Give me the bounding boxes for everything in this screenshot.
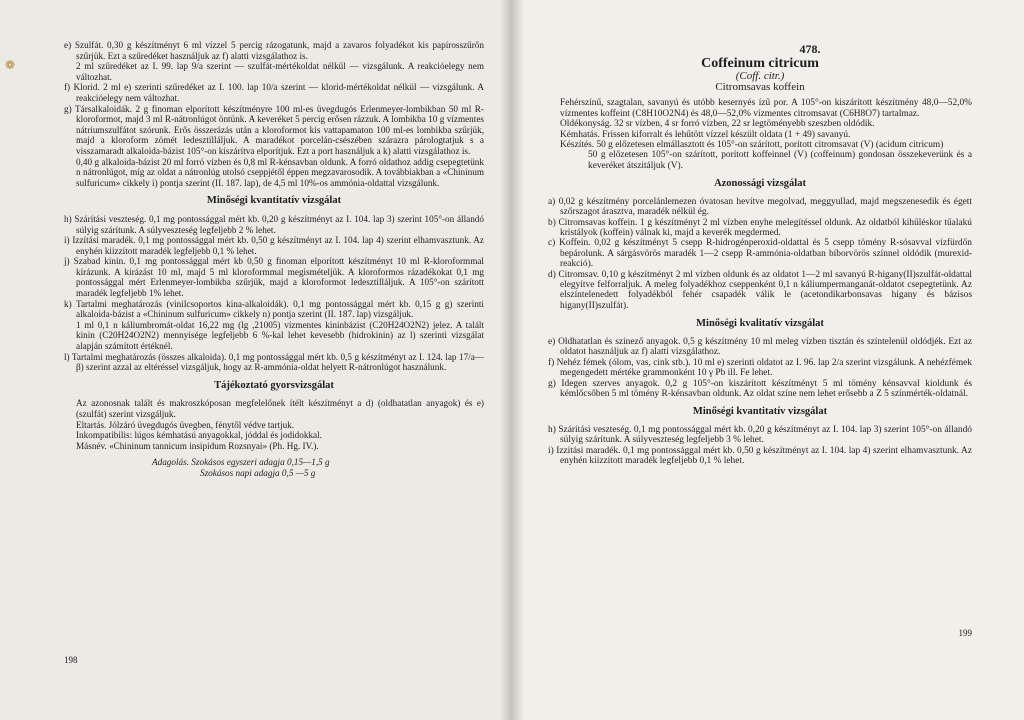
section-f-chloride: f) Klorid. 2 ml e) szerinti szűredéket az I. 100. lap 10/a szerint — klorid-mértékoldat nélkül — vizsgálunk. A reakcióelegy nem változhat. [64, 82, 484, 103]
monograph-title: Coffeinum citricum [701, 55, 819, 71]
section-k-assay: k) Tartalmi meghatározás (vinilcsoportos kina-alkaloidák). 0,1 mg pontossággal mért kb. 0,15 g g) szerinti alkaloida-bázist a «Chininum sulfuricum» cikkely n) pontja szerint (II. 187. lap) vizsgáljuk. [64, 298, 484, 320]
quant-i: i) Izzítási maradék. 0,1 mg pontossággal mért kb. 0,50 g készítményt az I. 104. lap 4) szerint elhamvasztunk. Az enyhén kiizzított maradék legfeljebb 0,1 % lehet. [548, 445, 972, 467]
binding-mark-icon: ❁ [5, 58, 16, 72]
section-g-body: 0,40 g alkaloida-bázist 20 ml forró vízben és 0,8 ml R-kénsavban oldunk. A forró oldathoz addig csepegtetünk n nátronlúgot, míg az oldat a nátronlúg utolsó cseppjétől éppen megzavarosodik. A továbbiakban a «Chininum sulfuricum» cikkely i) pontja szerint (II. 187. lap), de 4,5 ml 10%-os ammónia-oldattal vizsgálunk. [76, 156, 484, 188]
heading-quick-test: Tájékoztató gyorsvizsgálat [214, 379, 334, 391]
book-gutter [500, 0, 524, 720]
identity-d: d) Citromsav. 0,10 g készítményt 2 ml vízben oldunk és az oldatot 1—2 ml savanyú R-higany(II)szulfát-oldattal elegyítve felforraljuk. A meleg folyadékhoz cseppenként 0,1 n káliumpermanganát-oldatot csepegtetünk. Az elszíntelenedett folyadékból fehér csapadék válik le (acetondikarbonsavas higany és bázisos higany(II)szulfát). [548, 269, 972, 311]
right-page [512, 0, 1024, 720]
quality-e: e) Oldhatatlan és színező anyagok. 0,5 g készítmény 10 ml meleg vízben tisztán és színtelenül oldódjék. Ezt az oldatot használjuk az f) alatti vizsgálathoz. [548, 336, 972, 358]
quick-test-text: Az azonosnak talált és makroszkóposan megfelelőnek ítélt készítményt a d) (oldhatatlan anyagok) és e) (szulfát) szerint vizsgáljuk. [76, 398, 484, 419]
quant-h: h) Szárítási veszteség. 0,1 mg pontossággal mért kb. 0,20 g készítményt az I. 104. lap 3) szerint 105°-on állandó súlyig szárítunk. A súlyveszteség legfeljebb 3 % lehet. [548, 424, 972, 446]
incompatibility-text: Inkompatibilis: lúgos kémhatású anyagokkal, jóddal és jodidokkal. [76, 430, 322, 441]
monograph-hungarian-name: Citromsavas koffein [715, 80, 805, 93]
monograph-abbreviation: (Coff. citr.) [735, 70, 785, 83]
section-h-drying-loss: h) Szárítási veszteség. 0,1 mg pontossággal mért kb. 0,20 g készítményt az I. 104. lap 3) szerint 105°-on állandó súlyig szárítunk. A súlyveszteség legfeljebb 2 % lehet. [64, 213, 484, 235]
heading-quantitative-right: Minőségi kvantitatív vizsgálat [692, 406, 828, 418]
preparation-text-2: 50 g előzetesen 105°-on szárított, porított koffeinnel (V) (coffeinum) gondosan összekeverünk és a keveréket átszitáljuk (V). [588, 150, 972, 171]
section-e-body: 2 ml szűredéket az I. 99. lap 9/a szerint — szulfát-mértékoldat nélkül — vizsgálunk. A reakcióelegy nem változhat. [76, 61, 484, 82]
identity-b: b) Citromsavas koffein. 1 g készítményt 2 ml vízben enyhe melegítéssel oldunk. Az oldatból kihűléskor tűalakú kristályok (koffein) válnak ki, majd a keverék megdermed. [548, 217, 972, 239]
section-j-free-quinine: j) Szabad kinin. 0,1 mg pontossággal mért kb 0,50 g finoman elporított készítményt 10 ml R-kloroformmal kirázunk. A kirázást 10 ml, majd 5 ml kloroformmal megismételjük. A kloroformos rázadékokat 0,1 mg pontossággal mért Erlenmeyer-lombikba szűrjük, majd a kloroformot ledesztilláljuk. A 105°-on szárított maradék legfeljebb 1% lehet. [64, 256, 484, 299]
section-g-alkaloids: g) Társalkaloidák. 2 g finoman elporított készítményre 100 ml-es üvegdugós Erlenmeyer-lombikban 50 ml R-kloroformot, majd 3 ml R-nátronlúgot öntünk. A keveréket 5 percig erősen rázzuk. A lombikba 10 g vízmentes nátriumszulfátot szórunk. Erős összerázás után a kloroformot kis vattapamaton 100 ml-es lombikba szűrjük, majd a kloroform zömét ledesztilláljuk. A maradékot porcelán-csészében szárazra párologtatjuk s a visszamaradt alkaloida-bázist 105°-on kiszárítva elporítjuk. Ezt a port használjuk a k) alatti vizsgálathoz is. [64, 103, 484, 156]
solubility-text: Oldékonyság. 32 sr vízben, 4 sr forró vízben, 22 sr legtöményebb szeszben oldódik. [560, 119, 875, 130]
quality-g: g) Idegen szerves anyagok. 0,2 g 105°-on kiszárított készítményt 5 ml tömény kénsavval kioldunk és kémlőcsőben 5 ml tömény R-kénsavban oldunk. Az oldat színe nem lehet erősebb a Z 5 színmérték-oldatnál. [548, 378, 972, 399]
dosage-line-daily: Szokásos napi adagja 0,5 —5 g [200, 467, 316, 478]
heading-identity: Azonossági vizsgálat [714, 178, 806, 190]
section-l-total-alkaloids: l) Tartalmi meghatározás (összes alkaloida). 0,1 mg pontossággal mért kb. 0,5 g készítményt az I. 124. lap 17/a—β) szerint azzal az eltéréssel vizsgáljuk, hogy az R-ammónia-oldat helyett R-nátronlúgot használunk. [64, 351, 484, 373]
reaction-text: Kémhatás. Frissen kiforralt és lehűtött vízzel készült oldata (1 + 49) savanyú. [560, 129, 851, 140]
storage-text: Eltartás. Jólzáró üvegdugós üvegben, fénytől védve tartjuk. [76, 419, 295, 430]
preparation-text: Készítés. 50 g előzetesen elmállasztott és 105°-on szárított, porított citromsavat (V) (acidum citricum) [560, 140, 944, 150]
page-number-left: 198 [64, 655, 78, 665]
identity-c: c) Koffein. 0,02 g készítményt 5 csepp R-hidrogénperoxid-oldattal és 5 csepp tömény R-sósavval vízfürdőn bepárolunk. A sárgásvörös maradék 1—2 csepp R-ammónia-oldatban bíborvörös színnel oldódik (murexid-reakció). [548, 238, 972, 270]
dosage-line-single: Adagolás. Szokásos egyszeri adagja 0,15—1,5 g [152, 457, 330, 468]
section-i-ignition-residue: i) Izzítási maradék. 0,1 mg pontossággal mért kb. 0,50 g készítményt az I. 104. lap 4) szerint elhamvasztunk. Az enyhén kiizzított maradék legfeljebb 0,1 % lehet. [64, 235, 484, 256]
identity-a: a) 0,02 g készítmény porcelánlemezen óvatosan hevítve megolvad, meggyullad, majd megszenesedik és égett szőrszagot árasztva, maradék nélkül ég. [548, 196, 972, 218]
section-k-body: 1 ml 0,1 n káliumbromát-oldat 16,22 mg (lg ,21005) vízmentes kininbázist (C20H24O2N2) jelez. A talált kinin (C20H24O2N2) mennyisége legfeljebb 6 %-kal lehet kevesebb (hidrokinin) az l) szerinti vizsgálat alapján számított értéknél. [76, 319, 484, 352]
synonym-text: Másnév. «Chininum tannicum insipidum Rozsnyai» (Ph. Hg. IV.). [76, 440, 319, 451]
heading-quantitative: Minőségi kvantitatív vizsgálat [206, 195, 342, 207]
section-e-sulfate: e) Szulfát. 0,30 g készítményt 6 ml vízzel 5 percig rázogatunk, majd a zavaros folyadékot kis papírosszűrőn szűrjük. Ezt a szűredéket használjuk az f) alatti vizsgálathoz is. [64, 40, 484, 61]
quality-f: f) Nehéz fémek (ólom, vas, cink stb.). 10 ml e) szerinti oldatot az I. 96. lap 2/a szerint vizsgálunk. A nehézfémek megengedett mértéke grammonként 10 γ Pb ill. Fe lehet. [548, 357, 972, 379]
heading-quality: Minőségi kvalitatív vizsgálat [696, 318, 824, 330]
page-number-right: 199 [958, 628, 972, 638]
monograph-number: 478. [799, 42, 821, 56]
description-text: Fehérszínű, szagtalan, savanyú és utóbb kesernyés ízű por. A 105°-on kiszárított készítmény 48,0—52,0% vízmentes koffeint (C8H10O2N4) és 48,0—52,0% vízmentes citromsavat (C6H8O7) tartalmaz. [560, 98, 972, 119]
